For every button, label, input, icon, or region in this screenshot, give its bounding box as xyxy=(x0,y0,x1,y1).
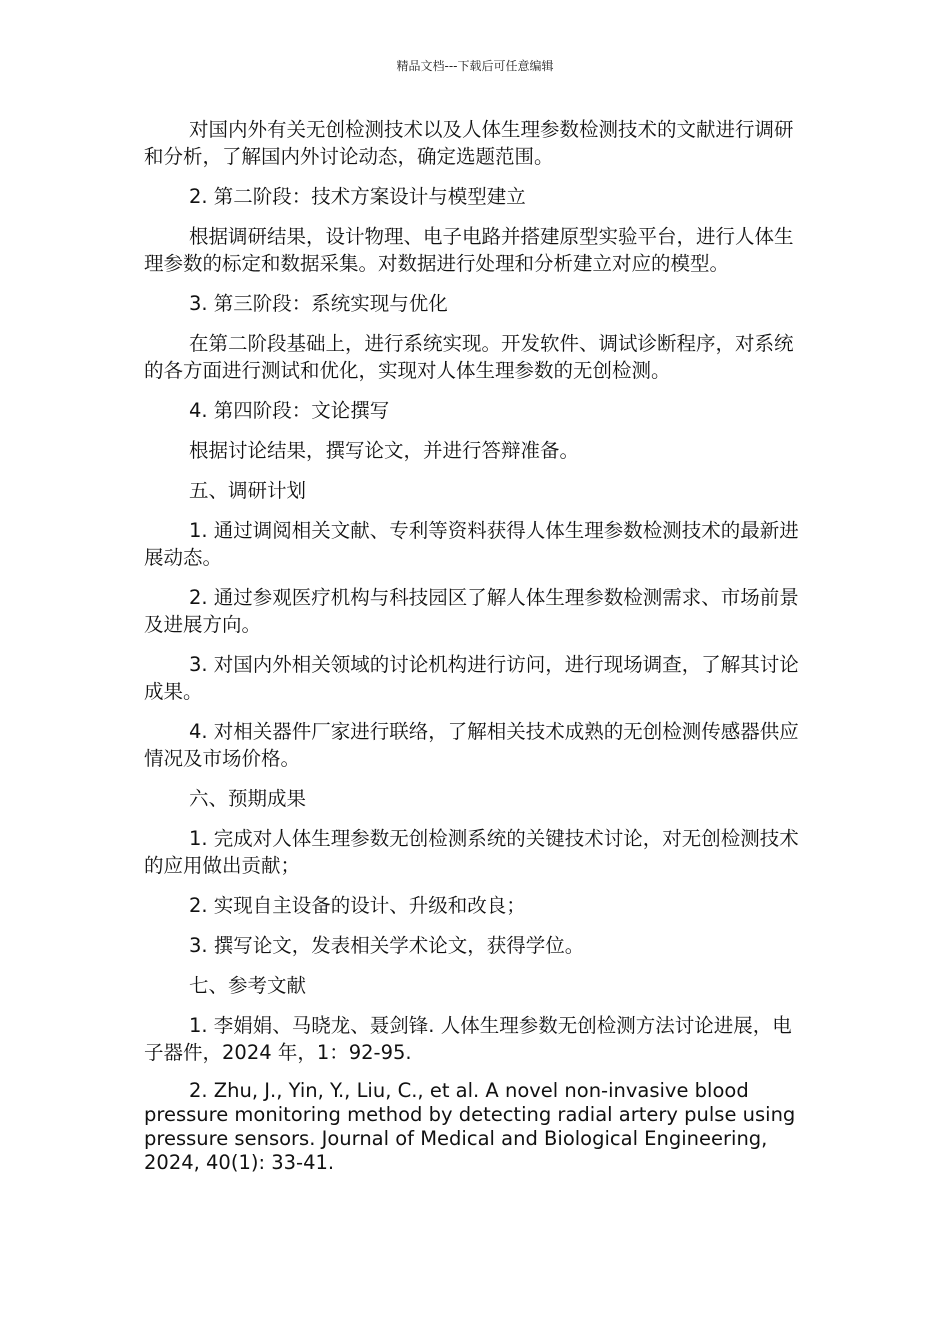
reference-1: 1. 李娟娟、马晓龙、聂剑锋. 人体生理参数无创检测方法讨论进展，电子器件，2024 年，1：92-95. xyxy=(144,1014,792,1064)
list-item-result-2: 2. 实现自主设备的设计、升级和改良； xyxy=(189,894,526,917)
heading-phase-3: 3. 第三阶段：系统实现与优化 xyxy=(189,292,448,315)
list-item-result-3: 3. 撰写论文，发表相关学术论文，获得学位。 xyxy=(189,934,585,957)
section-heading-research-plan: 五、调研计划 xyxy=(189,479,307,502)
document-body xyxy=(144,116,802,1188)
heading-phase-4: 4. 第四阶段：文论撰写 xyxy=(189,399,390,422)
paragraph-phase-4: 根据讨论结果，撰写论文，并进行答辩准备。 xyxy=(189,439,580,462)
heading-phase-2: 2. 第二阶段：技术方案设计与模型建立 xyxy=(189,185,526,208)
list-item-research-1: 1. 通过调阅相关文献、专利等资料获得人体生理参数检测技术的最新进展动态。 xyxy=(144,519,799,569)
section-heading-references: 七、参考文献 xyxy=(189,974,307,997)
section-heading-expected-results: 六、预期成果 xyxy=(189,787,307,810)
list-item-research-4: 4. 对相关器件厂家进行联络，了解相关技术成熟的无创检测传感器供应情况及市场价格。 xyxy=(144,720,799,770)
paragraph-phase-3: 在第二阶段基础上，进行系统实现。开发软件、调试诊断程序，对系统的各方面进行测试和优化，实现对人体生理参数的无创检测。 xyxy=(144,332,794,382)
list-item-result-1: 1. 完成对人体生理参数无创检测系统的关键技术讨论，对无创检测技术的应用做出贡献； xyxy=(144,827,799,877)
list-item-research-2: 2. 通过参观医疗机构与科技园区了解人体生理参数检测需求、市场前景及进展方向。 xyxy=(144,586,799,636)
paragraph-literature-review: 对国内外有关无创检测技术以及人体生理参数检测技术的文献进行调研和分析，了解国内外讨论动态，确定选题范围。 xyxy=(144,118,794,168)
page-header: 精品文档---下载后可任意编辑 xyxy=(396,59,554,73)
list-item-research-3: 3. 对国内外相关领域的讨论机构进行访问，进行现场调查，了解其讨论成果。 xyxy=(144,653,799,703)
reference-2: 2. Zhu, J., Yin, Y., Liu, C., et al. A novel non-invasive blood pressure monitoring method by detecting radial artery pulse using pressure sensors. Journal of Medical and Biological Engineering, 2024, 40(1): 33-41. xyxy=(144,1079,796,1174)
paragraph-phase-2: 根据调研结果，设计物理、电子电路并搭建原型实验平台，进行人体生理参数的标定和数据采集。对数据进行处理和分析建立对应的模型。 xyxy=(144,225,794,275)
